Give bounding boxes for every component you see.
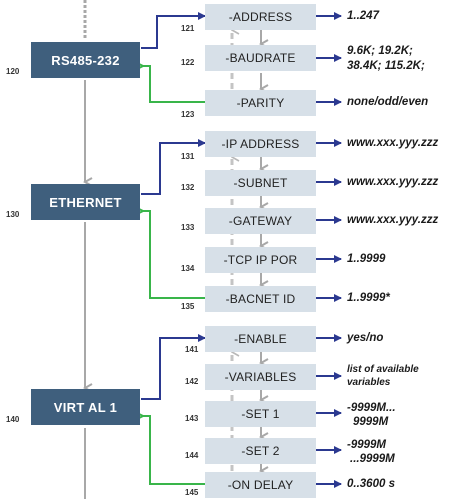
code-label-132: 132 <box>181 183 195 192</box>
submenu-box-bacnet-id <box>205 286 316 312</box>
return-arrow-virt <box>143 416 205 484</box>
value-135: 1..9999* <box>347 292 390 304</box>
menu-box-ethernet: ETHERNET <box>31 184 140 220</box>
return-arrow-ethernet <box>143 211 205 298</box>
value-143-line1: -9999M... <box>347 402 396 414</box>
submenu-label: -ON DELAY <box>227 478 294 492</box>
code-label-120: 120 <box>6 67 20 76</box>
code-label-140: 140 <box>6 415 20 424</box>
value-132: www.xxx.yyy.zzz <box>347 176 439 188</box>
branch-arrow-rs485 <box>141 16 205 48</box>
code-label-144: 144 <box>185 451 199 460</box>
menu-box-rs485: RS485-232 <box>31 42 140 78</box>
value-141: yes/no <box>347 332 384 344</box>
submenu-box-enable <box>205 326 316 352</box>
submenu-box-ip-address <box>205 131 316 157</box>
submenu-label: -BAUDRATE <box>225 51 296 65</box>
submenu-box-subnet <box>205 170 316 196</box>
code-label-131: 131 <box>181 152 195 161</box>
code-label-123: 123 <box>181 110 195 119</box>
value-143-line2: 9999M <box>353 416 389 428</box>
value-144-line2: ...9999M <box>350 453 395 465</box>
value-142-line1: list of available <box>347 364 419 375</box>
submenu-label: -SET 2 <box>241 444 280 458</box>
submenu-label: -TCP IP POR <box>223 253 298 267</box>
code-label-130: 130 <box>6 210 20 219</box>
submenu-box-parity <box>205 90 316 116</box>
submenu-label: -ENABLE <box>234 332 287 346</box>
submenu-label: -GATEWAY <box>228 214 293 228</box>
submenu-label: -IP ADDRESS <box>221 137 300 151</box>
code-label-135: 135 <box>181 302 195 311</box>
code-label-142: 142 <box>185 377 199 386</box>
submenu-box-set-2 <box>205 438 316 464</box>
code-label-133: 133 <box>181 223 195 232</box>
code-label-122: 122 <box>181 58 195 67</box>
submenu-label: -VARIABLES <box>224 370 297 384</box>
value-121: 1..247 <box>347 10 379 22</box>
submenu-box-gateway <box>205 208 316 234</box>
value-133: www.xxx.yyy.zzz <box>347 214 439 226</box>
menu-box-virt-al-1: VIRT AL 1 <box>31 389 140 425</box>
value-122-line2: 38.4K; 115.2K; <box>347 60 425 72</box>
value-131: www.xxx.yyy.zzz <box>347 137 439 149</box>
code-label-145: 145 <box>185 488 199 497</box>
code-label-143: 143 <box>185 414 199 423</box>
submenu-box-variables <box>205 364 316 390</box>
value-123: none/odd/even <box>347 96 429 108</box>
code-label-134: 134 <box>181 264 195 273</box>
value-122-line1: 9.6K; 19.2K; <box>347 45 413 57</box>
return-arrow-rs485 <box>143 66 205 102</box>
value-145: 0..3600 s <box>347 478 395 490</box>
value-134: 1..9999 <box>347 253 386 265</box>
branch-arrow-ethernet <box>141 143 205 194</box>
submenu-label: -SET 1 <box>241 407 280 421</box>
submenu-box-tcp-ip-port <box>205 247 316 273</box>
code-label-121: 121 <box>181 24 195 33</box>
submenu-label: -SUBNET <box>233 176 288 190</box>
code-label-141: 141 <box>185 345 199 354</box>
submenu-box-set-1 <box>205 401 316 427</box>
submenu-box-baudrate <box>205 45 316 71</box>
value-142-line2: variables <box>347 377 391 388</box>
submenu-label: -PARITY <box>236 96 285 110</box>
submenu-box-address <box>205 4 316 30</box>
submenu-label: -BACNET ID <box>225 292 296 306</box>
value-144-line1: -9999M <box>347 439 386 451</box>
submenu-box-on-delay <box>205 472 316 498</box>
submenu-label: -ADDRESS <box>228 10 293 24</box>
